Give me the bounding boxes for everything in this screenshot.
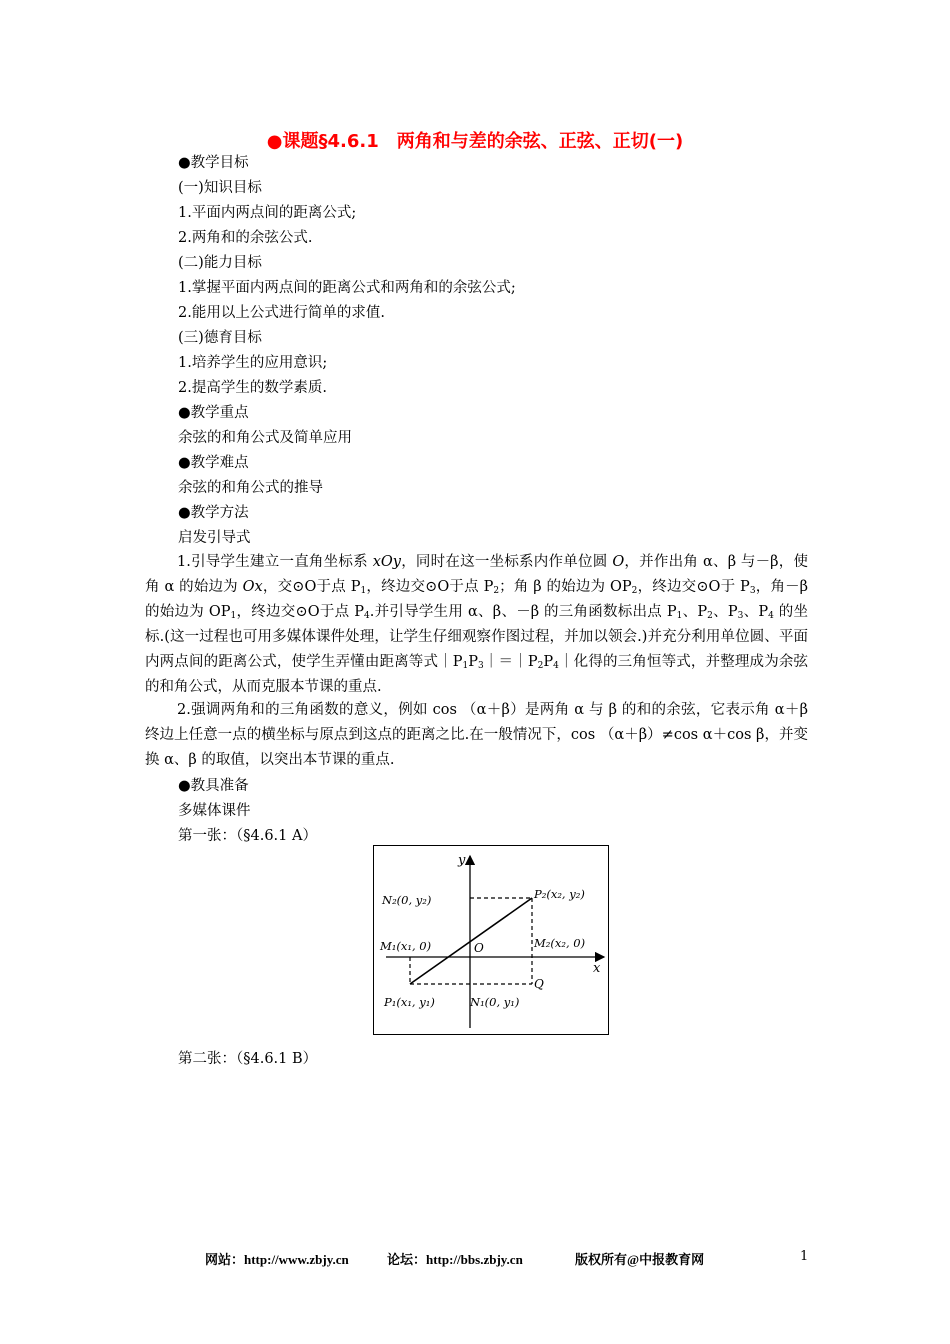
label-p2: P₂(x₂, y₂) (534, 887, 585, 901)
footer-site: 网站：http://www.zbjy.cn (205, 1252, 349, 1267)
prep-heading: ●教具准备 (178, 778, 249, 794)
moral-heading: (三)德育目标 (178, 330, 262, 346)
knowledge-heading: (一)知识目标 (178, 180, 262, 196)
footer-forum: 论坛：http://bbs.zbjy.cn (387, 1252, 523, 1267)
coordinate-diagram (374, 846, 608, 1034)
method-heading: ●教学方法 (178, 505, 249, 521)
key-heading: ●教学重点 (178, 405, 249, 421)
objectives-heading: ●教学目标 (178, 155, 249, 171)
label-m1: M₁(x₁, 0) (380, 939, 432, 953)
label-x: x (593, 961, 601, 976)
moral-item-1: 1.培养学生的应用意识; (178, 355, 328, 371)
moral-item-2: 2.提高学生的数学素质. (178, 380, 327, 396)
label-m2: M₂(x₂, 0) (534, 936, 586, 950)
page-number: 1 (800, 1249, 809, 1264)
method-text: 启发引导式 (178, 530, 251, 546)
paragraph-1: 1.引导学生建立一直角坐标系 xOy，同时在这一坐标系内作单位圆 O，并作出角 α、β 与－β，使角 α 的始边为 Ox，交⊙O于点 $P_1$，终边交⊙O于点 $P_2$；角 β 的始边为 $OP_2$，终边交⊙O于 $P_3$，角－β 的始边为 $OP_1$，终边交⊙O于点 $P_4$.并引导学生用 α、β、－β 的三角函数标出点 $P_1$、$P_2$、$P_3$、$P_4$ 的坐标.(这一过程也可用多媒体课件处理，让学生仔细观察作图过程，并加以领会.)并充分利用单位圆、平面内两点间的距离公式，使学生弄懂由距离等式$|P_1P_3|=|P_2P_4|$化得的三角恒等式，并整理成为余弦的和角公式，从而克服本节课的重点. (145, 554, 809, 695)
label-y: y (458, 853, 466, 868)
key-text: 余弦的和角公式及简单应用 (178, 430, 352, 446)
footer-copyright: 版权所有@中报教育网 (575, 1252, 705, 1267)
coordinate-figure (373, 845, 609, 1035)
label-origin: O (474, 941, 484, 955)
ability-item-2: 2.能用以上公式进行简单的求值. (178, 305, 385, 321)
paragraph-2: 2.强调两角和的三角函数的意义，例如 cos （α＋β）是两角 α 与 β 的和的余弦，它表示角 α＋β 终边上任意一点的横坐标与原点到这点的距离之比.在一般情况下，cos （α＋β）≠cos α＋cos β，并变换 α、β 的取值，以突出本节课的重点. (145, 702, 808, 768)
ability-item-1: 1.掌握平面内两点间的距离公式和两角和的余弦公式; (178, 280, 516, 296)
prep-text: 多媒体课件 (178, 803, 251, 819)
knowledge-item-2: 2.两角和的余弦公式. (178, 230, 313, 246)
ability-heading: (二)能力目标 (178, 255, 262, 271)
label-n1: N₁(0, y₁) (470, 995, 520, 1009)
knowledge-item-1: 1.平面内两点间的距离公式; (178, 205, 357, 221)
label-n2: N₂(0, y₂) (382, 893, 432, 907)
page-title: ●课题§4.6.1 两角和与差的余弦、正弦、正切(一) (266, 131, 684, 152)
difficulty-heading: ●教学难点 (178, 455, 249, 471)
slide-1-label: 第一张：（§4.6.1 A） (178, 828, 317, 844)
label-p1: P₁(x₁, y₁) (384, 995, 435, 1009)
difficulty-text: 余弦的和角公式的推导 (178, 480, 323, 496)
slide-2-label: 第二张：（§4.6.1 B） (178, 1051, 318, 1067)
label-q: Q (534, 977, 544, 991)
